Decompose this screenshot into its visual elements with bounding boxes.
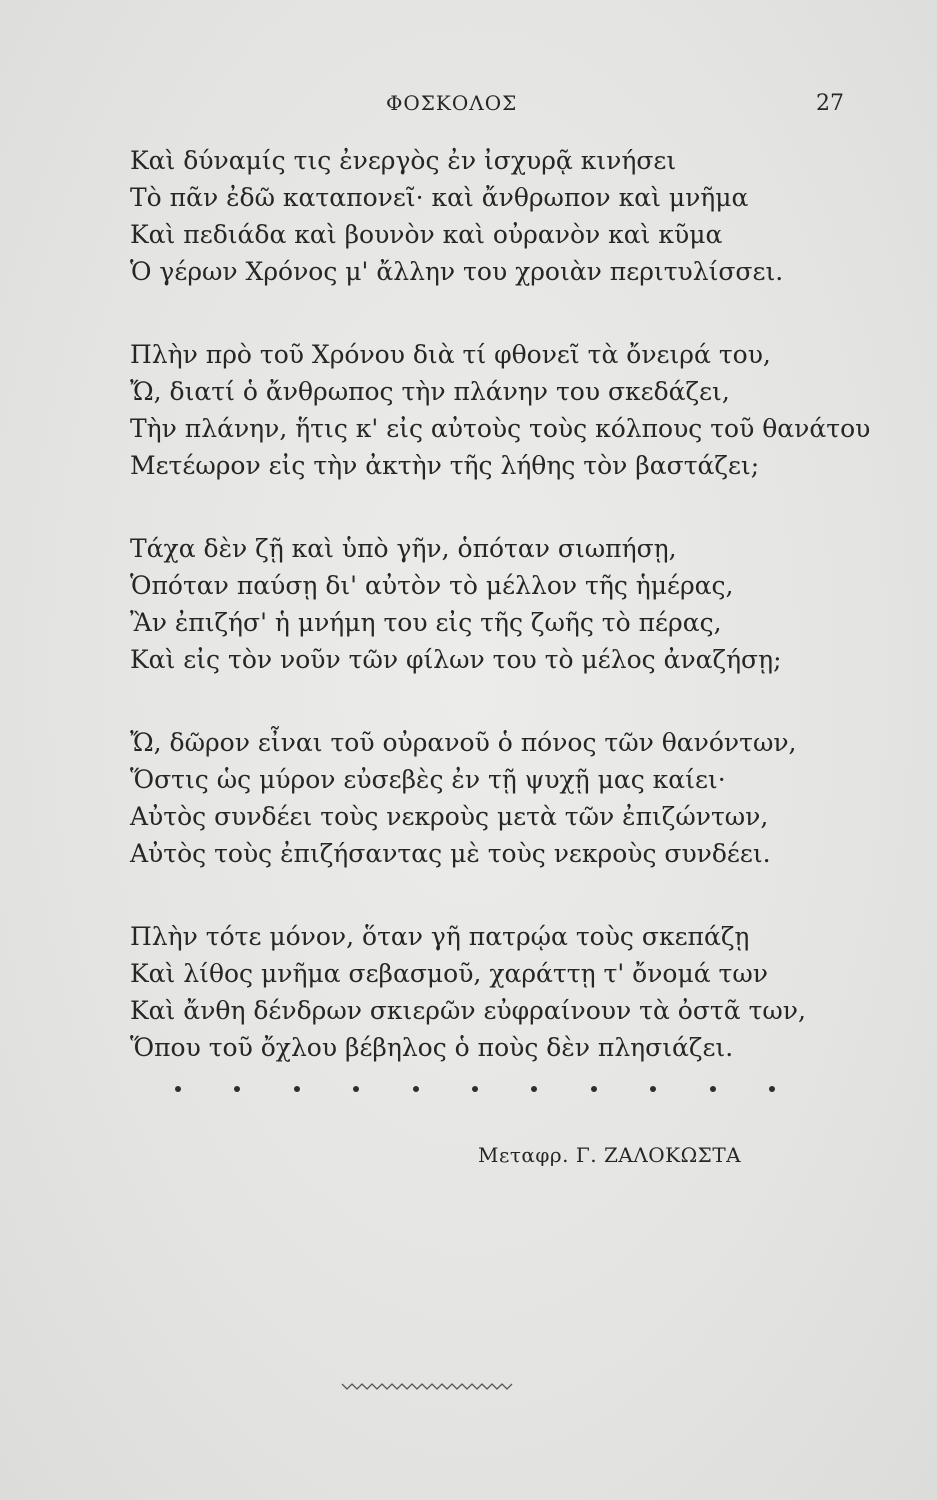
verse-line: Ὅστις ὡς μύρον εὐσεβὲς ἐν τῇ ψυχῇ μας καίει·: [130, 765, 726, 794]
verse-line: Αὐτὸς συνδέει τοὺς νεκροὺς μετὰ τῶν ἐπιζώντων,: [130, 802, 769, 831]
verse-line: Ὁ γέρων Χρόνος μ' ἄλλην του χροιὰν περιτυλίσσει.: [130, 257, 784, 286]
running-title: ΦΟΣΚΟΛΟΣ: [386, 91, 518, 115]
stanza-4: [130, 724, 830, 872]
verse-line: Καὶ δύναμίς τις ἐνεργὸς ἐν ἰσχυρᾷ κινήσει: [130, 146, 677, 175]
separator-dot: [413, 1086, 419, 1092]
verse-line: Αὐτὸς τοὺς ἐπιζήσαντας μὲ τοὺς νεκροὺς συνδέει.: [130, 839, 771, 868]
poem-body: [130, 142, 871, 1112]
verse-line: Καὶ λίθος μνῆμα σεβασμοῦ, χαράττῃ τ' ὄνομά των: [130, 959, 768, 988]
page-number: 27: [816, 91, 844, 116]
verse-line: Καὶ εἰς τὸν νοῦν τῶν φίλων του τὸ μέλος ἀναζήσῃ;: [130, 645, 782, 674]
stanza-3: [130, 530, 830, 678]
verse-line: Πλὴν τότε μόνον, ὅταν γῆ πατρῴα τοὺς σκεπάζῃ: [130, 922, 750, 951]
stanza-5: [130, 918, 830, 1066]
verse-line: Ὁπόταν παύσῃ δι' αὐτὸν τὸ μέλλον τῆς ἡμέρας,: [130, 571, 734, 600]
dot-separator: [175, 1086, 775, 1092]
verse-line: Τάχα δὲν ζῇ καὶ ὑπὸ γῆν, ὁπόταν σιωπήσῃ,: [130, 534, 677, 563]
separator-dot: [472, 1086, 478, 1092]
verse-line: Καὶ ἄνθη δένδρων σκιερῶν εὐφραίνουν τὰ ὀστᾶ των,: [130, 996, 806, 1025]
translator-credit: Μεταφρ. Γ. ΖΑΛΟΚΩΣΤΑ: [478, 1143, 742, 1167]
separator-dot: [769, 1086, 775, 1092]
stanza-2: [130, 336, 871, 484]
verse-line: Ὤ, διατί ὁ ἄνθρωπος τὴν πλάνην του σκεδάζει,: [130, 377, 730, 406]
separator-dot: [294, 1086, 300, 1092]
stanza-1: [130, 142, 830, 290]
verse-line: Μετέωρον εἰς τὴν ἀκτὴν τῆς λήθης τὸν βαστάζει;: [130, 451, 760, 480]
verse-line: Ἂν ἐπιζήσ' ἡ μνήμη του εἰς τῆς ζωῆς τὸ πέρας,: [130, 608, 722, 637]
separator-dot: [591, 1086, 597, 1092]
separator-dot: [531, 1086, 537, 1092]
verse-line: Πλὴν πρὸ τοῦ Χρόνου διὰ τί φθονεῖ τὰ ὄνειρά του,: [130, 340, 771, 369]
verse-line: Ὤ, δῶρον εἶναι τοῦ οὐρανοῦ ὁ πόνος τῶν θανόντων,: [130, 728, 797, 757]
verse-line: Τὴν πλάνην, ἥτις κ' εἰς αὐτοὺς τοὺς κόλπους τοῦ θανάτου: [130, 414, 871, 443]
verse-line: Ὅπου τοῦ ὄχλου βέβηλος ὁ ποὺς δὲν πλησιάζει.: [130, 1033, 734, 1062]
separator-dot: [234, 1086, 240, 1092]
separator-dot: [175, 1086, 181, 1092]
separator-dot: [650, 1086, 656, 1092]
verse-line: Τὸ πᾶν ἐδῶ καταπονεῖ· καὶ ἄνθρωπον καὶ μνῆμα: [130, 183, 749, 212]
wavy-ornament: [340, 1378, 540, 1394]
running-head: [0, 91, 937, 121]
separator-dot: [353, 1086, 359, 1092]
verse-line: Καὶ πεδιάδα καὶ βουνὸν καὶ οὐρανὸν καὶ κῦμα: [130, 220, 723, 249]
separator-dot: [710, 1086, 716, 1092]
